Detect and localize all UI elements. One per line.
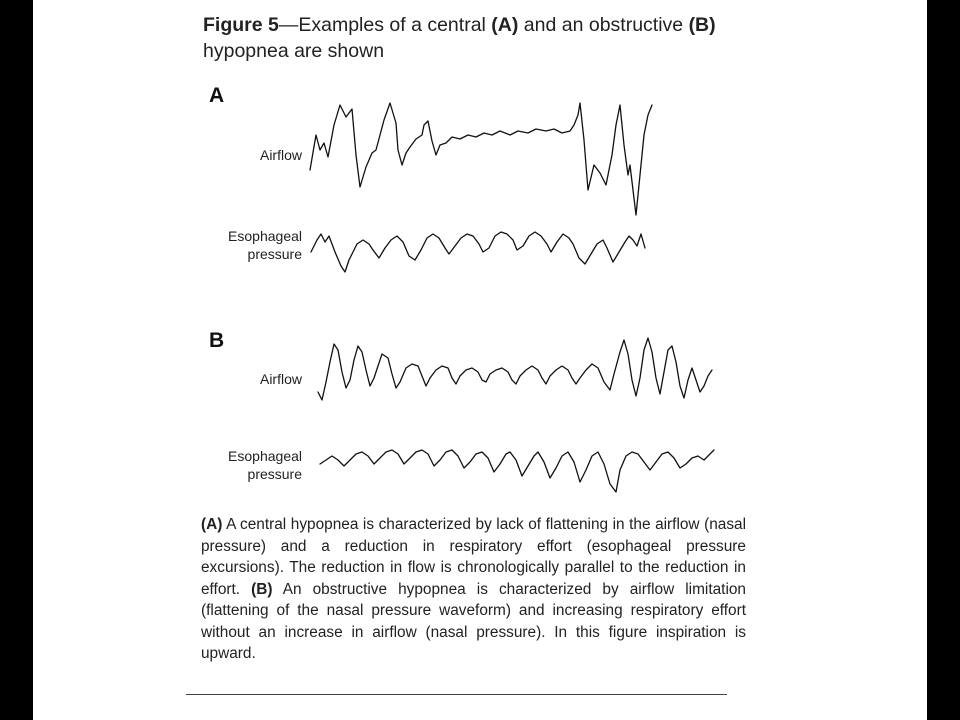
caption-a-marker: (A)	[201, 516, 223, 533]
panel-b-airflow-trace	[318, 332, 714, 412]
panel-b-airflow-label: Airflow	[259, 371, 302, 387]
figure-caption	[201, 514, 746, 665]
panel-a-esophageal-trace	[311, 222, 646, 282]
caption-b-text: An obstructive hypopnea is characterized by airflow limitation (flattening of the nasal pressure waveform) and increasing respiratory effort without an increase in airflow (nasal pressure). In this figure inspiration is upward.	[201, 580, 746, 662]
caption-b-marker: (B)	[251, 580, 273, 598]
panel-b-letter: B	[209, 329, 225, 352]
caption-a-text: A central hypopnea is characterized by lack of flattening in the airflow (nasal pressure) and a reduction in respiratory effort (esophageal pressure excursions). The reduction in flow is chronologically parallel to the reduction in effort.	[201, 516, 746, 598]
figure-title: Figure 5—Examples of a central (A) and an obstructive (B) hypopnea are shown	[203, 14, 716, 62]
panel-a-airflow-trace	[310, 95, 655, 230]
panel-a-letter: A	[209, 84, 225, 107]
document-page	[33, 0, 927, 720]
panel-b-esophageal-label: Esophageal pressure	[228, 448, 302, 482]
figure-number: Figure 5	[203, 14, 279, 36]
bottom-rule	[186, 694, 727, 695]
panel-a-esophageal-label: Esophageal pressure	[228, 228, 302, 262]
panel-a-airflow-label: Airflow	[259, 147, 302, 163]
panel-b-esophageal-trace	[320, 440, 715, 496]
